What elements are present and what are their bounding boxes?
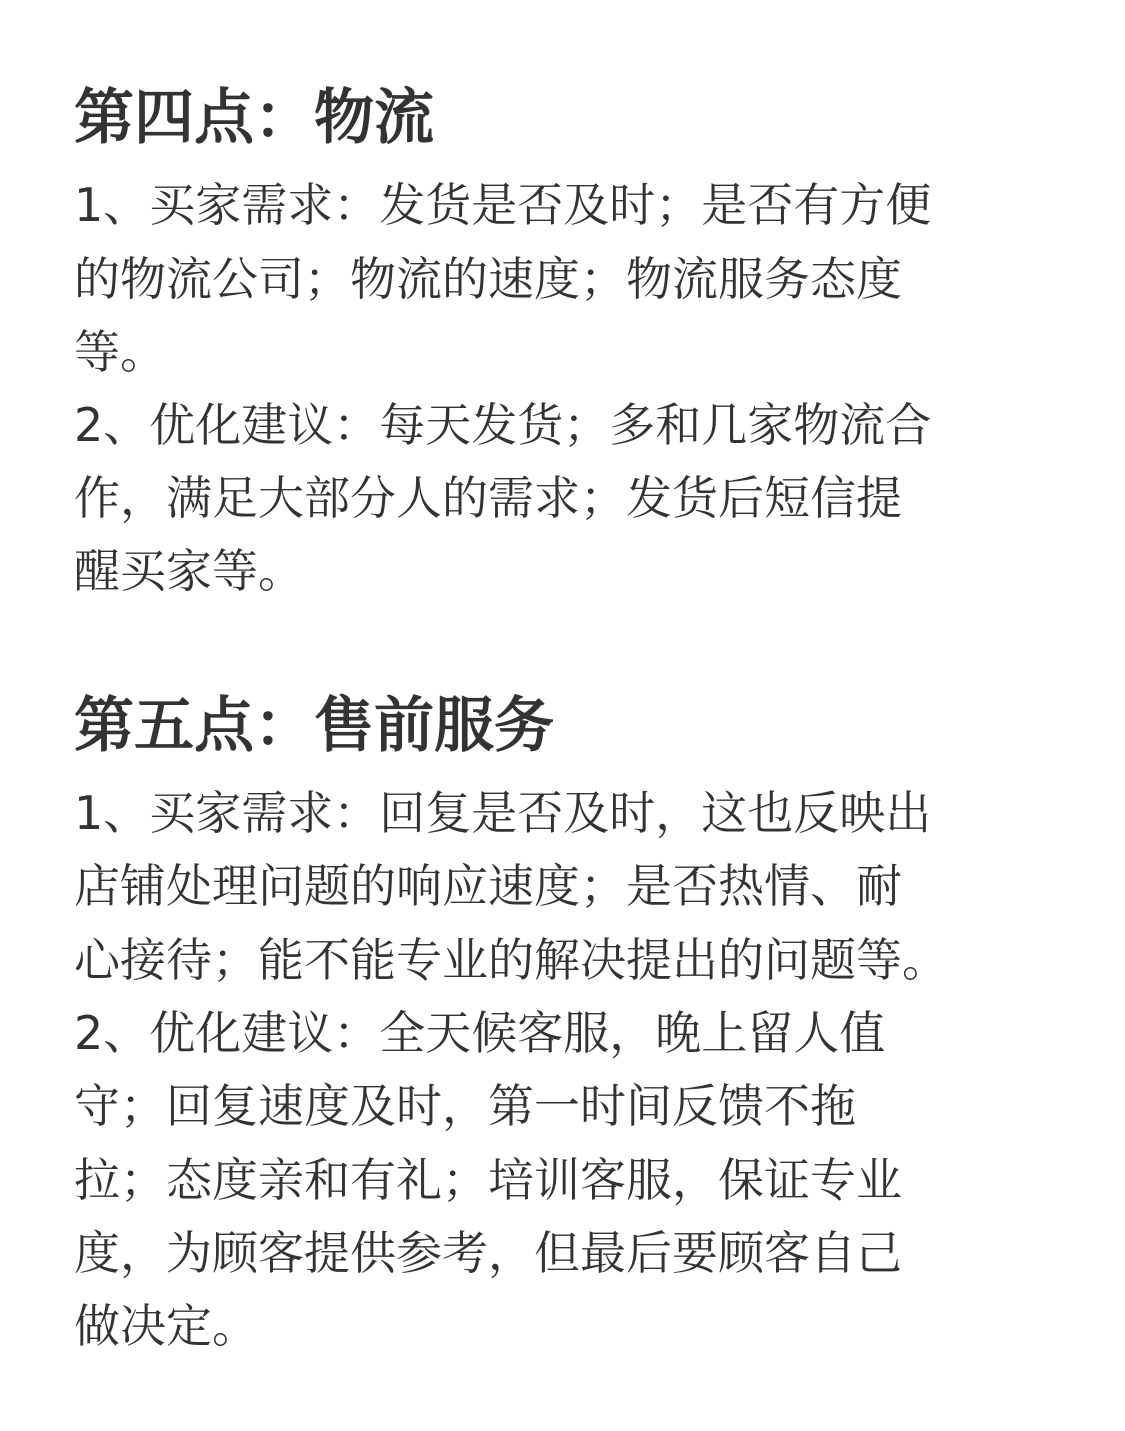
text-line: 2、优化建议：全天候客服，晚上留人值 — [74, 1006, 886, 1060]
text-line: 的物流公司；物流的速度；物流服务态度 — [74, 252, 902, 306]
text-line: 1、买家需求：发货是否及时；是否有方便 — [74, 178, 932, 232]
text-line: 2、优化建议：每天发货；多和几家物流合 — [74, 398, 932, 452]
text-line: 店铺处理问题的响应速度；是否热情、耐 — [74, 859, 902, 913]
text-line: 做决定。 — [74, 1299, 258, 1353]
text-line: 度，为顾客提供参考，但最后要顾客自己 — [74, 1226, 902, 1280]
text-line: 拉；态度亲和有礼；培训客服，保证专业 — [74, 1153, 902, 1207]
text-line: 等。 — [74, 325, 166, 379]
text-line: 醒买家等。 — [74, 544, 304, 598]
text-line: 心接待；能不能专业的解决提出的问题等。 — [74, 933, 948, 987]
section-heading: 第四点：物流 — [74, 83, 434, 153]
text-line: 1、买家需求：回复是否及时，这也反映出 — [74, 786, 932, 840]
section-heading: 第五点：售前服务 — [74, 691, 554, 761]
text-line: 守；回复速度及时，第一时间反馈不拖 — [74, 1079, 856, 1133]
text-line: 作，满足大部分人的需求；发货后短信提 — [74, 471, 902, 525]
